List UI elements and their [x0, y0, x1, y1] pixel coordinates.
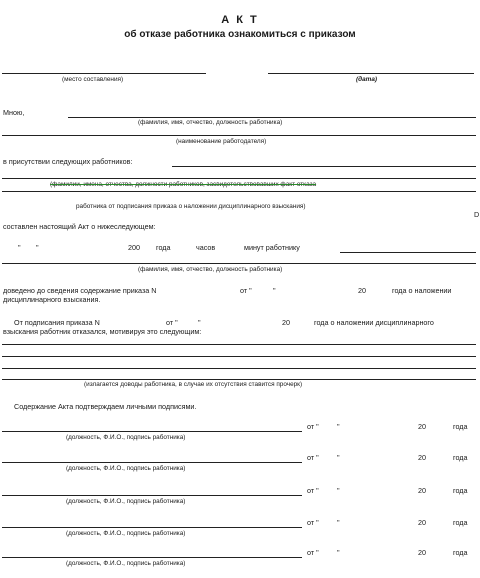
- quote-open: ": [18, 243, 21, 252]
- confirm-text: Содержание Акта подтверждаем личными подписями.: [14, 402, 197, 411]
- employee-field-line[interactable]: [68, 117, 476, 118]
- signature-hint: (должность, Ф.И.О., подпись работника): [66, 530, 186, 537]
- witnesses-field-line[interactable]: [172, 166, 476, 167]
- stray-mark: D: [474, 210, 480, 219]
- sig-quote: ": [337, 548, 340, 557]
- refuse-text-2: взыскания работник отказался, мотивируя это следующим:: [3, 327, 202, 336]
- signature-hint: (должность, Ф.И.О., подпись работника): [66, 465, 186, 472]
- date-hint: (дата): [356, 76, 377, 83]
- brought-quote: ": [273, 286, 276, 295]
- refuse-goda: года о наложении дисциплинарного: [314, 318, 434, 327]
- refusal-hint: работника от подписания приказа о наложении дисциплинарного взыскания): [76, 203, 306, 210]
- goda-label: года: [156, 243, 171, 252]
- signature-line[interactable]: [2, 462, 302, 463]
- refuse-ot: от ": [166, 318, 178, 327]
- brought-year: 20: [358, 286, 366, 295]
- employee-name-line-2[interactable]: [2, 263, 476, 264]
- sig-quote: ": [337, 453, 340, 462]
- date-field-line[interactable]: [268, 73, 474, 74]
- sig-quote: ": [337, 422, 340, 431]
- sig-goda: года: [453, 486, 468, 495]
- refuse-year: 20: [282, 318, 290, 327]
- sig-goda: года: [453, 453, 468, 462]
- sig-goda: года: [453, 518, 468, 527]
- employee-name-line[interactable]: [340, 252, 476, 253]
- sig-ot: от ": [307, 486, 319, 495]
- sig-ot: от ": [307, 453, 319, 462]
- signature-hint: (должность, Ф.И.О., подпись работника): [66, 560, 186, 567]
- refuse-quote: ": [198, 318, 201, 327]
- sig-year: 20: [418, 422, 426, 431]
- place-hint: (место составления): [62, 76, 124, 83]
- signature-hint: (должность, Ф.И.О., подпись работника): [66, 498, 186, 505]
- sig-quote: ": [337, 518, 340, 527]
- sig-year: 20: [418, 453, 426, 462]
- document-subtitle: об отказе работника ознакомиться с приказом: [124, 29, 356, 40]
- argument-line-3[interactable]: [2, 368, 476, 369]
- signature-line[interactable]: [2, 557, 302, 558]
- brought-goda: года о наложении: [392, 286, 452, 295]
- sig-ot: от ": [307, 518, 319, 527]
- signature-line[interactable]: [2, 527, 302, 528]
- employer-hint: (наименование работодателя): [176, 138, 267, 145]
- year-200: 200: [128, 243, 140, 252]
- employer-field-line[interactable]: [2, 135, 476, 136]
- minutes-label: минут работнику: [244, 243, 300, 252]
- presence-label: в присутствии следующих работников:: [3, 157, 133, 166]
- place-field-line[interactable]: [2, 73, 206, 74]
- employee-fio-hint: (фамилия, имя, отчество, должность работника): [138, 119, 283, 126]
- sig-year: 20: [418, 486, 426, 495]
- employee-fio-hint-2: (фамилия, имя, отчество, должность работника): [138, 266, 283, 273]
- signature-line[interactable]: [2, 431, 302, 432]
- argument-line-1[interactable]: [2, 344, 476, 345]
- sig-ot: от ": [307, 422, 319, 431]
- brought-text-2: дисциплинарного взыскания.: [3, 295, 101, 304]
- quote-close: ": [36, 243, 39, 252]
- signature-hint: (должность, Ф.И.О., подпись работника): [66, 434, 186, 441]
- document-title: А К Т: [221, 14, 259, 26]
- hours-label: часов: [196, 243, 216, 252]
- brought-ot: от ": [240, 286, 252, 295]
- refuse-text: От подписания приказа N: [14, 318, 100, 327]
- sig-year: 20: [418, 518, 426, 527]
- argument-line-4[interactable]: [2, 379, 476, 380]
- sig-ot: от ": [307, 548, 319, 557]
- brought-text: доведено до сведения содержание приказа N: [3, 286, 157, 295]
- arguments-hint: (излагается доводы работника, в случае их отсутствия ставится прочерк): [84, 381, 303, 388]
- sig-goda: года: [453, 548, 468, 557]
- witnesses-field-line-3[interactable]: [2, 191, 476, 192]
- argument-line-2[interactable]: [2, 356, 476, 357]
- composed-label: составлен настоящий Акт о нижеследующем:: [3, 222, 156, 231]
- by-me-label: Мною,: [3, 108, 25, 117]
- sig-quote: ": [337, 486, 340, 495]
- sig-goda: года: [453, 422, 468, 431]
- witnesses-hint: (фамилии, имена, отчества, должности работников, засвидетельствовавших факт отказа: [50, 181, 317, 188]
- witnesses-field-line-2[interactable]: [2, 178, 476, 179]
- sig-year: 20: [418, 548, 426, 557]
- signature-line[interactable]: [2, 495, 302, 496]
